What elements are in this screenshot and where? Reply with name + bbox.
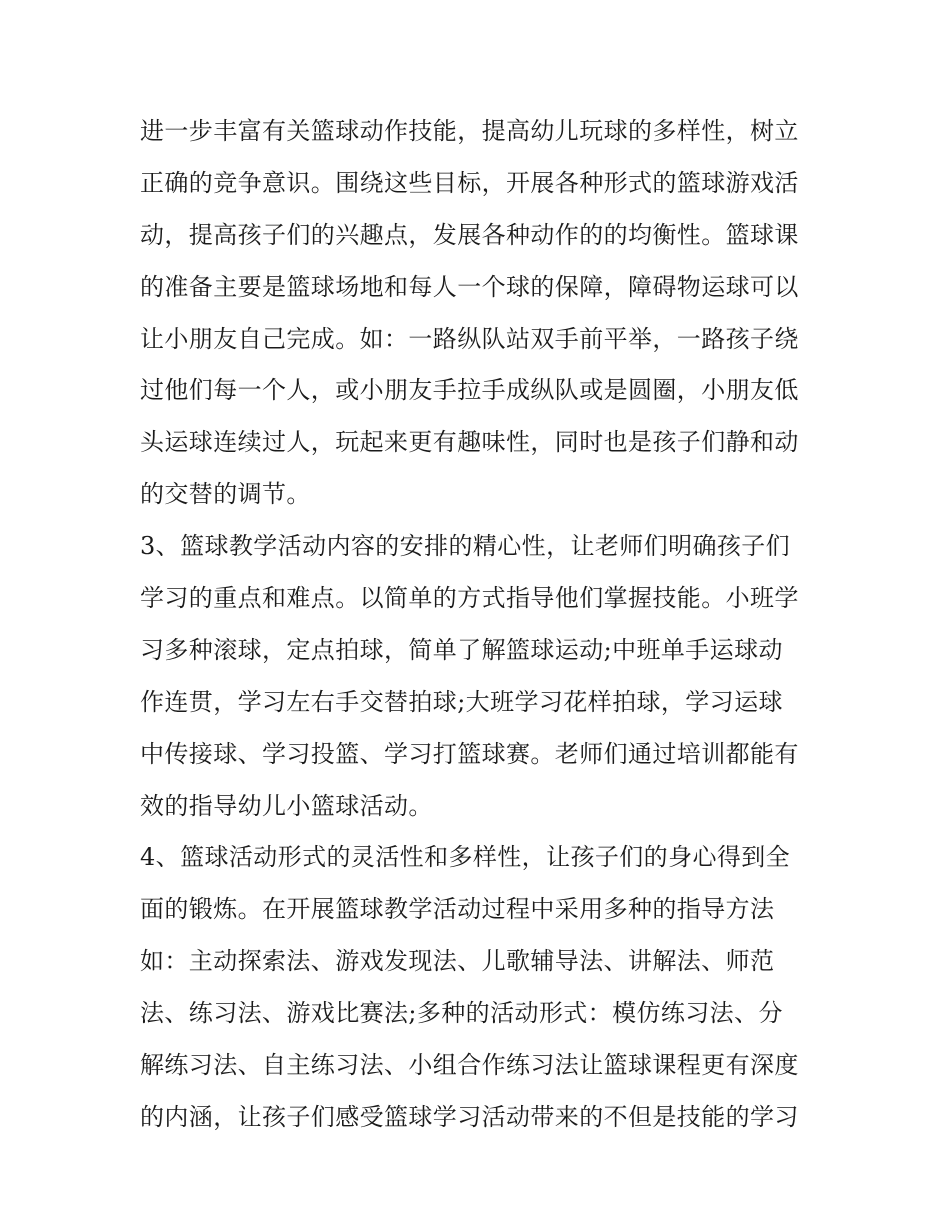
text-line: 面的锻炼。在开展篮球教学活动过程中采用多种的指导方法 [140,895,775,924]
text-line: 效的指导幼儿小篮球活动。 [140,791,433,820]
text-line: 的交替的调节。 [140,480,311,509]
text-line: 让小朋友自己完成。如：一路纵队站双手前平举，一路孩子绕 [140,324,799,353]
text-line: 如：主动探索法、游戏发现法、儿歌辅导法、讲解法、师范 [140,947,775,976]
text-line: 中传接球、学习投篮、学习打篮球赛。老师们通过培训都能有 [140,739,799,768]
body-text [140,106,820,1144]
text-line: 进一步丰富有关篮球动作技能，提高幼儿玩球的多样性，树立 [140,117,799,145]
text-line: 的准备主要是篮球场地和每人一个球的保障，障碍物运球可以 [140,272,799,301]
text-line: 习多种滚球，定点拍球，简单了解篮球运动;中班单手运球动 [140,635,783,664]
text-line: 作连贯，学习左右手交替拍球;大班学习花样拍球，学习运球 [140,687,783,716]
text-line: 解练习法、自主练习法、小组合作练习法让篮球课程更有深度 [140,1051,799,1080]
text-line: 过他们每一个人，或小朋友手拉手成纵队或是圆圈，小朋友低 [140,376,799,405]
text-line: 正确的竞争意识。围绕这些目标，开展各种形式的篮球游戏活 [140,168,799,197]
text-line: 法、练习法、游戏比赛法;多种的活动形式：模仿练习法、分 [140,999,783,1028]
text-line: 学习的重点和难点。以简单的方式指导他们掌握技能。小班学 [140,584,799,613]
text-line: 4、篮球活动形式的灵活性和多样性，让孩子们的身心得到全 [140,843,791,872]
text-line: 的内涵，让孩子们感受篮球学习活动带来的不但是技能的学习 [140,1102,799,1131]
text-line: 动，提高孩子们的兴趣点，发展各种动作的的均衡性。篮球课 [140,220,799,249]
text-line: 3、篮球教学活动内容的安排的精心性，让老师们明确孩子们 [140,532,791,561]
text-line: 头运球连续过人，玩起来更有趣味性，同时也是孩子们静和动 [140,428,799,457]
